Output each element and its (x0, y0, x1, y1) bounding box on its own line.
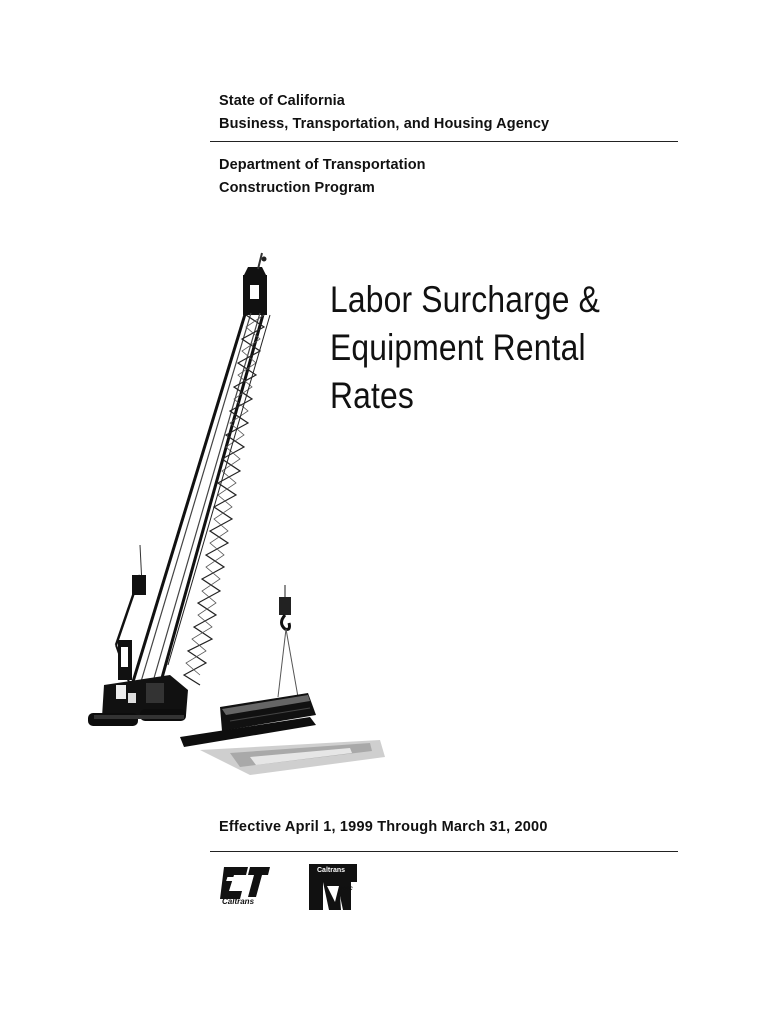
department-line: Department of Transportation (219, 157, 426, 173)
agency-header (219, 90, 679, 136)
header-divider (210, 141, 678, 142)
agency-line: Business, Transportation, and Housing Agency (219, 116, 550, 132)
crane-boom-tip (243, 253, 267, 315)
crane-hook (278, 585, 298, 697)
metric-logo-side-label: etric (339, 885, 353, 892)
caltrans-logo-label: Caltrans (222, 897, 255, 906)
department-header (219, 154, 679, 200)
metric-logo-top-label: Caltrans (317, 867, 346, 874)
title-line-3: Rates (330, 375, 414, 416)
title-line-1: Labor Surcharge & (330, 279, 601, 320)
ground-shadow (200, 740, 385, 775)
program-line: Construction Program (219, 180, 375, 196)
effective-date: Effective April 1, 1999 Through March 31, 2000 (219, 819, 548, 835)
crane-body (102, 640, 188, 717)
document-title (330, 276, 640, 420)
suspended-load (180, 693, 316, 747)
crane-boom (132, 311, 270, 685)
title-line-2: Equipment Rental (330, 327, 586, 368)
footer-divider (210, 851, 678, 852)
state-line: State of California (219, 93, 345, 109)
